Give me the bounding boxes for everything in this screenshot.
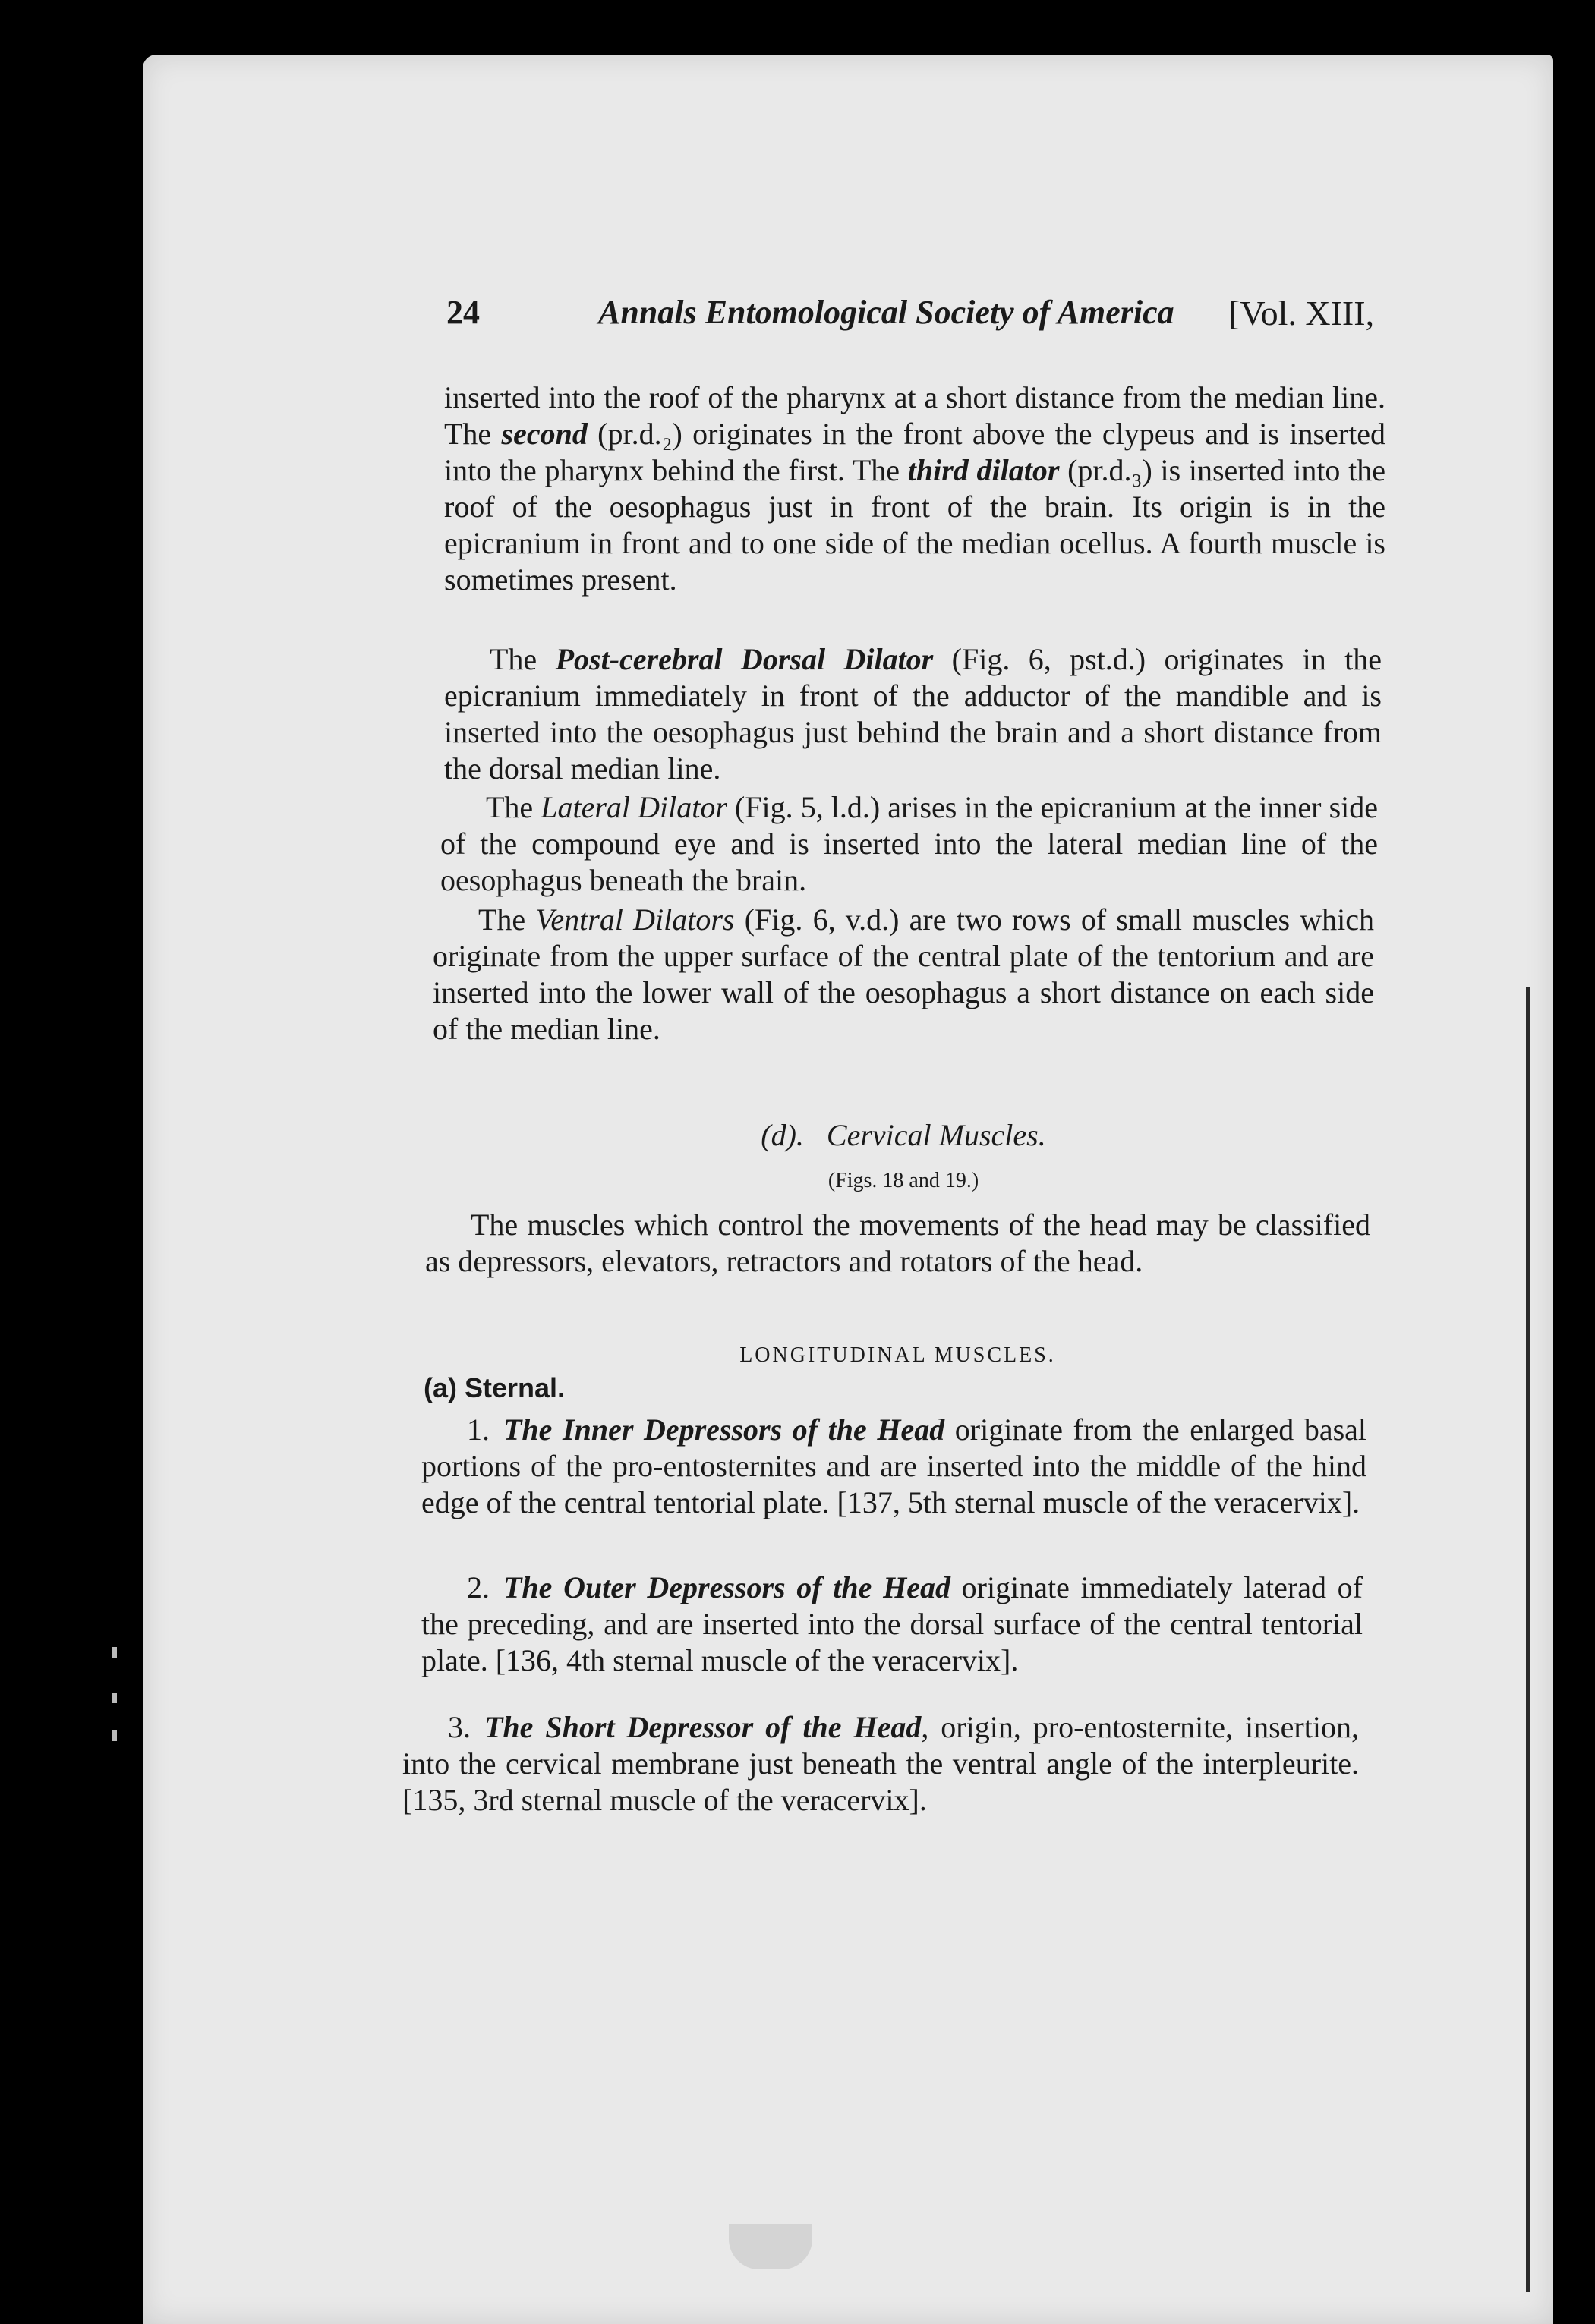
item-1 [421, 1412, 1366, 1521]
item-1-number: 1. [467, 1412, 490, 1447]
paragraph-2 [444, 641, 1382, 787]
item-3-number: 3. [448, 1710, 471, 1744]
p2-text-a: The [490, 642, 556, 676]
section-label: (d). [761, 1118, 804, 1152]
scan-speck [112, 1693, 117, 1703]
paragraph-3 [440, 789, 1378, 899]
p1-text-c: (pr.d.₂) originates in the front above the clypeus and is inserted into the pharynx behind the first. The [444, 417, 1385, 487]
page-number: 24 [446, 294, 480, 331]
item-2-title: The Outer Depressors of the Head [503, 1570, 950, 1604]
scan-speck [112, 1730, 117, 1741]
running-header [446, 288, 1395, 342]
p1-text-e: (pr.d.₃) is inserted into the roof of the oesophagus just in front of the brain. Its origin is in the epicranium in front and to one side of the median ocellus. A fourth muscle is sometimes present. [444, 453, 1385, 597]
sternal-heading [424, 1372, 879, 1404]
scan-speck [112, 1647, 117, 1658]
p1-text-a: inserted into the roof of the pharynx at a short distance from the median line. The [444, 380, 1385, 451]
item-2 [421, 1570, 1363, 1679]
sternal-title: Sternal. [465, 1372, 566, 1403]
item-1-title: The Inner Depressors of the Head [503, 1412, 945, 1447]
item-3-text: , origin, pro-entosternite, insertion, into the cervical membrane just beneath the ventral angle of the interpleurite. [135, 3rd sternal muscle of the veracervix]. [402, 1710, 1359, 1817]
p4-term: Ventral Dilators [535, 902, 735, 937]
p4-text-c: (Fig. 6, v.d.) are two rows of small muscles which originate from the upper surface of the central plate of the tentorium and are inserted into the lower wall of the oesophagus a short distance on each side of the median line. [433, 902, 1375, 1046]
p4-text-a: The [478, 902, 536, 937]
item-2-text: originate immediately laterad of the preceding, and are inserted into the dorsal surface of the central tentorial plate. [136, 4th sternal muscle of the veracervix]. [421, 1570, 1363, 1677]
p3-term: Lateral Dilator [541, 790, 727, 824]
p3-text-c: (Fig. 5, l.d.) arises in the epicranium at the inner side of the compound eye and is inserted into the lateral median line of the oesophagus beneath the brain. [440, 790, 1378, 897]
p2-text-c: (Fig. 6, pst.d.) originates in the epicranium immediately in front of the adductor of the mandible and is inserted into the oesophagus just behind the brain and a short distance from the dorsal median line. [444, 642, 1382, 786]
p5-text: The muscles which control the movements of the head may be classified as depressors, elevators, retractors and rotators of the head. [425, 1208, 1370, 1278]
page-edge [1526, 987, 1530, 2292]
p3-text-a: The [486, 790, 541, 824]
item-1-text: originate from the enlarged basal portions of the pro-entosternites and are inserted into the middle of the hind edge of the central tentorial plate. [137, 5th sternal muscle of the veracervix]. [421, 1412, 1367, 1519]
section-figs: (Figs. 18 and 19.) [827, 1169, 979, 1192]
section-heading [433, 1117, 1374, 1153]
paragraph-1 [444, 379, 1385, 598]
item-3-title: The Short Depressor of the Head [484, 1710, 922, 1744]
item-3 [402, 1709, 1359, 1819]
p1-term-second: second [501, 417, 588, 451]
paragraph-4 [433, 902, 1374, 1047]
item-2-number: 2. [467, 1570, 490, 1604]
subheading: LONGITUDINAL MUSCLES. [739, 1343, 1056, 1367]
journal-title: Annals Entomological Society of America [598, 294, 1174, 331]
p1-term-third-dilator: third dilator [907, 453, 1060, 487]
binding-notch [729, 2224, 812, 2269]
sternal-label: (a) [424, 1372, 457, 1403]
volume-label: [Vol. XIII, [1228, 294, 1375, 332]
paragraph-5 [425, 1207, 1370, 1280]
p2-term: Post-cerebral Dorsal Dilator [555, 642, 934, 676]
section-title: Cervical Muscles. [826, 1118, 1046, 1152]
